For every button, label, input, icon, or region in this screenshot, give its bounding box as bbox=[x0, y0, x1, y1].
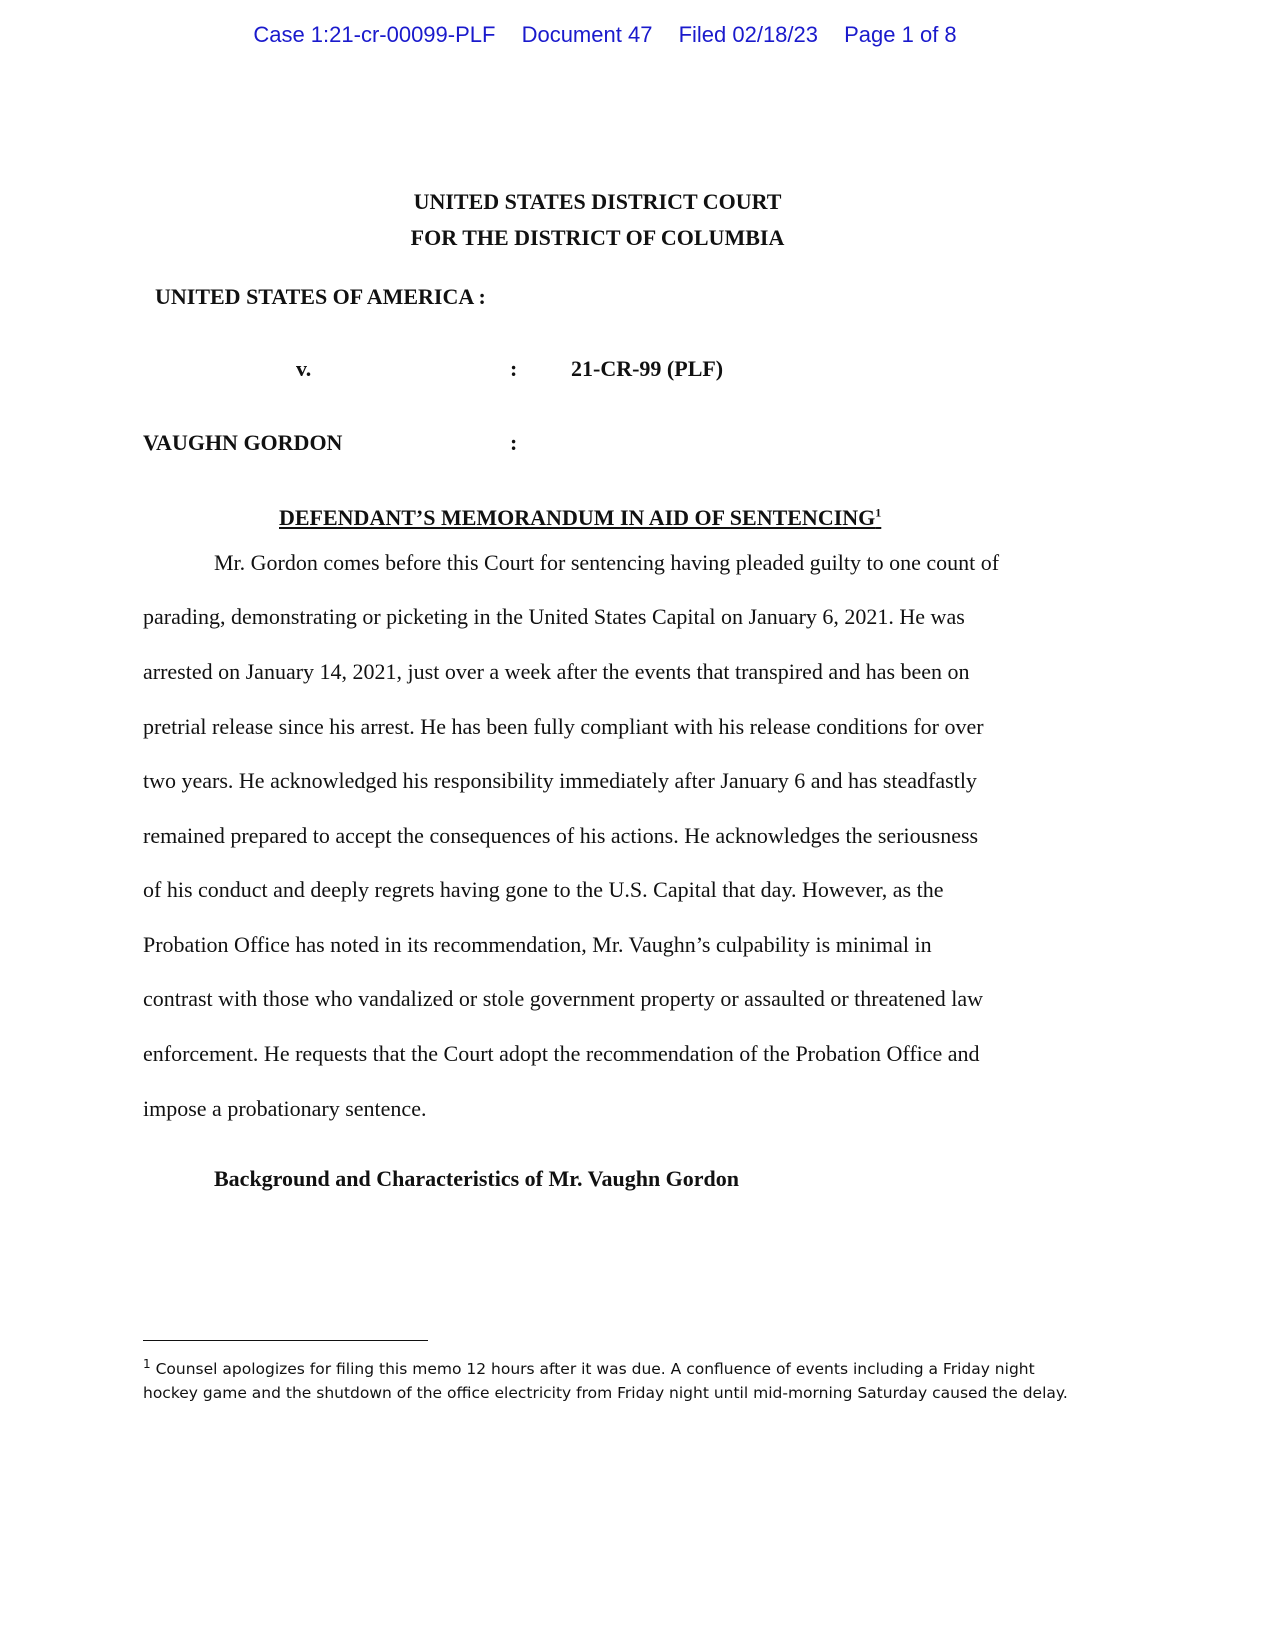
footnote-divider bbox=[143, 1340, 428, 1341]
body-line: Probation Office has noted in its recommendation, Mr. Vaughn’s culpability is minimal in bbox=[143, 932, 932, 957]
caption-colon: : bbox=[510, 430, 518, 455]
filed-date-header: Filed 02/18/23 bbox=[678, 22, 818, 47]
case-number-header: Case 1:21-cr-00099-PLF bbox=[253, 22, 496, 47]
court-district: FOR THE DISTRICT OF COLUMBIA bbox=[410, 225, 785, 250]
defendant-caption: VAUGHN GORDON bbox=[143, 430, 343, 455]
footnote bbox=[143, 1352, 1073, 1405]
ecf-header bbox=[0, 22, 1210, 48]
caption-colon: : bbox=[510, 356, 518, 381]
court-name: UNITED STATES DISTRICT COURT bbox=[413, 189, 782, 214]
body-line: contrast with those who vandalized or stole government property or assaulted or threatened law bbox=[143, 986, 984, 1011]
document-title bbox=[279, 505, 881, 531]
page-number-header: Page 1 of 8 bbox=[844, 22, 957, 47]
section-heading: Background and Characteristics of Mr. Vaughn Gordon bbox=[214, 1166, 740, 1191]
footnote-text: Counsel apologizes for filing this memo 12 hours after it was due. A confluence of events including a Friday night hockey game and the shutdown of the office electricity from Friday night until mid-morning Saturday caused the delay. bbox=[143, 1360, 1068, 1403]
document-number-header: Document 47 bbox=[521, 22, 653, 47]
body-line: Mr. Gordon comes before this Court for sentencing having pleaded guilty to one count of bbox=[214, 550, 1000, 575]
body-line: of his conduct and deeply regrets having gone to the U.S. Capital that day. However, as the bbox=[143, 877, 944, 902]
body-line: two years. He acknowledged his responsibility immediately after January 6 and has steadfastly bbox=[143, 768, 977, 793]
body-line: pretrial release since his arrest. He has been fully compliant with his release conditions for over bbox=[143, 714, 984, 739]
footnote-ref[interactable]: 1 bbox=[875, 505, 882, 520]
body-line: arrested on January 14, 2021, just over a week after the events that transpired and has been on bbox=[143, 659, 970, 684]
plaintiff-caption: UNITED STATES OF AMERICA : bbox=[155, 284, 486, 309]
footnote-number: 1 bbox=[143, 1357, 151, 1371]
body-line: parading, demonstrating or picketing in the United States Capital on January 6, 2021. He was bbox=[143, 604, 965, 629]
versus: v. bbox=[296, 356, 312, 381]
case-number: 21-CR-99 (PLF) bbox=[571, 356, 724, 381]
body-line: enforcement. He requests that the Court adopt the recommendation of the Probation Office and bbox=[143, 1041, 980, 1066]
body-line: remained prepared to accept the consequences of his actions. He acknowledges the seriousness bbox=[143, 823, 979, 848]
document-title-text: DEFENDANT’S MEMORANDUM IN AID OF SENTENCING bbox=[279, 505, 876, 530]
body-line: impose a probationary sentence. bbox=[143, 1096, 427, 1121]
